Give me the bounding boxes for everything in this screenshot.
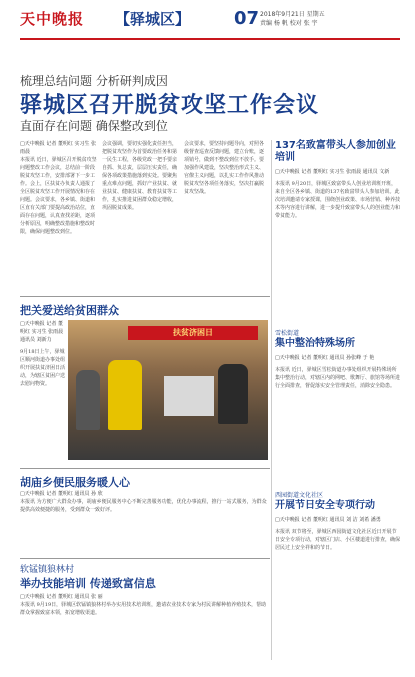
side1-headline: 137名致富带头人参加创业培训 xyxy=(275,140,396,163)
photo-banner: 扶贫济困日 xyxy=(128,326,258,340)
bottom2-body: 本报讯 9月19日，驿城区软锰镇狼林村举办实用技术培训班，邀请农业技术专家为村民讲解种植养殖技术，帮助群众掌握致富本领，拓宽增收渠道。 xyxy=(20,602,267,616)
bottom2-text xyxy=(20,593,268,663)
section-rule xyxy=(20,296,270,297)
issue-date: 2018年9月21日 星期五 xyxy=(260,11,325,18)
dateline xyxy=(260,10,325,28)
person-left xyxy=(76,370,100,430)
bottom2-title: 举办技能培训 传递致富信息 xyxy=(20,577,156,590)
side1-body: 本报讯 9月20日，驿城区致富带头人创业培训班开班，来自全区各乡镇、街道的137名致富带头人参加培训。此次培训邀请专家授课，围绕创业政策、市场营销、种养技术等内容进行讲解，进一步提升致富带头人的创业能力和带贫能力。 xyxy=(275,181,400,219)
side2-headline-small: 雪松街道 xyxy=(275,330,300,337)
side3-headline-small: 西园街道文化社区 xyxy=(275,492,324,499)
person-yellow-jacket xyxy=(108,360,142,430)
lead-column-1 xyxy=(20,140,98,290)
lead-byline: □天中晚报 记者 董明红 实习生 张雨晨 xyxy=(20,141,97,155)
side2-headline: 集中整治特殊场所 xyxy=(275,338,355,349)
side-article-training xyxy=(275,140,400,260)
side-article-xuesong xyxy=(275,330,400,426)
masthead xyxy=(0,0,415,42)
lead-column-2: 会议强调，要切实强化责任担当，把脱贫攻坚作为首要政治任务和第一民生工程，各级党政一把手要亲自抓、负总责，层层压实责任，确保各项政策措施落到实处。要聚焦重点难点问题，抓好产业扶贫、就业扶贫、健康扶贫、教育扶贫等工作，扎实推进贫困群众稳定增收，巩固脱贫成果。 xyxy=(102,141,178,211)
lead-column-3: 会议要求，要坚持问题导向，对照各级督查巡查反馈问题，建立台账，逐项销号，做到不整改到位不放手。要加强作风建设，坚决整治形式主义、官僚主义问题，以扎实工作作风推动脱贫攻坚各项任务落实，坚决打赢脱贫攻坚战。 xyxy=(184,141,265,195)
page-number: 07 xyxy=(234,8,260,29)
side3-body: 本报讯 双节将至，驿城区西园街道文化社区近日开展节日安全专项行动，对辖区门店、小区楼道进行排查，确保居民过上安全祥和的节日。 xyxy=(275,529,400,551)
masthead-rule xyxy=(20,38,400,40)
section-rule-3 xyxy=(20,558,270,559)
bottom1-title: 胡庙乡便民服务暖人心 xyxy=(20,476,130,489)
side-article-xiyuan xyxy=(275,492,400,588)
person-dark-coat xyxy=(218,364,248,424)
feature-text xyxy=(20,320,65,460)
side3-byline: □天中晚报 记者 董明红 通讯员 刘 洁 刘希 潘勇 xyxy=(275,517,381,523)
lead-headline: 驿城区召开脱贫攻坚工作会议 xyxy=(20,93,320,118)
section-name: 【驿城区】 xyxy=(115,10,191,28)
editors: 责编 杨 帆 校对 张 宇 xyxy=(260,20,318,27)
column-divider xyxy=(271,140,272,660)
bottom1-text xyxy=(20,490,268,550)
feature-caption: 9月18日上午，驿城区顺河街道办事处组织开展扶贫济困日活动，为辖区贫困户送去慰问物资。 xyxy=(20,349,65,387)
bottom2-byline: □天中晚报 记者 董明红 通讯员 张 丽 xyxy=(20,594,103,600)
feature-title: 把关爱送给贫困群众 xyxy=(20,304,119,317)
lead-kicker: 梳理总结问题 分析研判成因 xyxy=(20,74,168,88)
side1-byline: □天中晚报 记者 董明红 实习生 张雨晨 通讯员 文新 xyxy=(275,169,390,175)
side2-byline: □天中晚报 记者 董明红 通讯员 孙张峰 于 艳 xyxy=(275,355,375,361)
feature-byline: □天中晚报 记者 董明红 实习生 张雨晨 通讯员 刘新力 xyxy=(20,321,64,343)
bottom1-byline: □天中晚报 记者 董明红 通讯员 孙 欣 xyxy=(20,491,103,497)
bottom2-kicker: 软锰镇狼林村 xyxy=(20,565,75,575)
bottom1-body: 本报讯 为方便广大群众办事，胡庙乡便民服务中心不断完善服务功能，优化办事流程，推行一站式服务，为群众提供高效便捷的服务，受到群众一致好评。 xyxy=(20,499,267,513)
newspaper-logo: 天中晚报 xyxy=(20,10,85,28)
lead-text-1: 本报讯 近日，驿城区召开脱贫攻坚问题整改工作会议，总结前一阶段脱贫攻坚工作，安排部署下一步工作。会上，区扶贫办负责人通报了全区脱贫攻坚工作开展情况和存在问题。会议要求，各乡镇、街道和区直有关部门要提高政治站位，直面存在问题，认真查找差距，逐项分析原因，明确整改措施和整改时限，确保问题整改到位。 xyxy=(20,157,97,235)
section-rule-2 xyxy=(20,468,270,469)
donation-goods xyxy=(164,376,214,416)
lead-subhead: 直面存在问题 确保整改到位 xyxy=(20,119,168,133)
side3-headline: 开展节日安全专项行动 xyxy=(275,500,375,511)
side2-body: 本报讯 近日，驿城区雪松街道办事处组织开展特殊场所集中整治行动，对辖区内的网吧、歌舞厅、旅馆等场所进行全面排查，督促落实安全管理责任，消除安全隐患。 xyxy=(275,367,400,389)
feature-photo xyxy=(68,320,268,460)
